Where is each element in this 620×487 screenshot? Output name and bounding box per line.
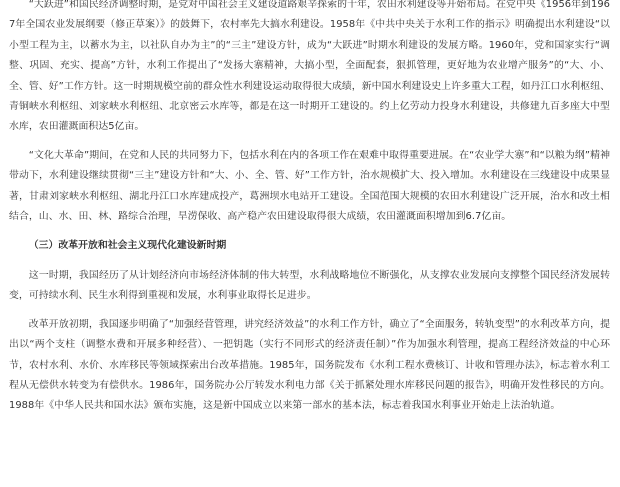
paragraph-reform-early-period: 改革开放初期，我国逐步明确了“加强经营管理，讲究经济效益”的水利工作方针，确立了“全面服务，转轨变型”的水利改革方向，提出以“两个支柱（调整水费和开展多种经营）、一把钥匙（实行不同形式的经济责任制）”作为加强水利管理，提高工程经济效益的中心环节，农村水利、水价、水库移民等领域探索出台改革措施。1985年，国务院发布《水利工程水费核订、计收和管理办法》，标志着水利工程从无偿供水转变为有偿供水。1986年，国务院办公厅转发水利电力部《关于抓紧处理水库移民问题的报告》，明确开发性移民的方向。1988年《中华人民共和国水法》颁布实施，这是新中国成立以来第一部水的基本法，标志着我国水利事业开始走上法治轨道。 bbox=[9, 318, 610, 412]
section-heading: （三）改革开放和社会主义现代化建设新时期 bbox=[28, 240, 227, 252]
paragraph-reform-overview: 这一时期，我国经历了从计划经济向市场经济体制的伟大转型，水利战略地位不断强化，从支撑农业发展向支撑整个国民经济发展转变，可持续水利、民生水利得到重视和发展，水利事业取得长足进步。 bbox=[9, 269, 610, 302]
paragraph-cultural-revolution: “文化大革命”期间，在党和人民的共同努力下，包括水利在内的各项工作在艰难中取得重要进展。在“农业学大寨”和“以粮为纲”精神带动下，水利建设继续贯彻“三主”建设方针和“大、小、全、管、好”工作方针，治水规模扩大、投入增加。水利建设在三线建设中成果显著，甘肃刘家峡水利枢纽、湖北丹江口水库建成投产，葛洲坝水电站开工建设。全国范围大规模的农田水利建设广泛开展，治水和改土相结合，山、水、田、林、路综合治理，旱涝保收、高产稳产农田建设取得很大成绩，农田灌溉面积增加到6.7亿亩。 bbox=[9, 149, 610, 223]
paragraph-great-leap-forward: “大跃进”和国民经济调整时期，是党对中国社会主义建设道路艰辛探索的十年，农田水利建设等开始布局。在党中央《1956年到1967年全国农业发展纲要（修正草案）》的鼓舞下，农村率先大搞水利建设。1958年《中共中央关于水利工作的指示》明确提出水利建设“以小型工程为主，以蓄水为主，以社队自办为主”的“三主”建设方针，成为“大跃进”时期水利建设的发展方略。1960年，党和国家实行“调整、巩固、充实、提高”方针，水利工作提出了“发扬大寨精神，大搞小型，全面配套，狠抓管理，更好地为农业增产服务”的“大、小、全、管、好”工作方针。这一时期规模空前的群众性水利建设运动取得很大成绩，新中国水利建设史上许多重大工程，如丹江口水利枢纽、青铜峡水利枢纽、刘家峡水利枢纽、北京密云水库等，都是在这一时期开工建设的。约上亿劳动力投身水利建设，共修建九百多座大中型水库，农田灌溉面积达5亿亩。 bbox=[9, 0, 610, 133]
